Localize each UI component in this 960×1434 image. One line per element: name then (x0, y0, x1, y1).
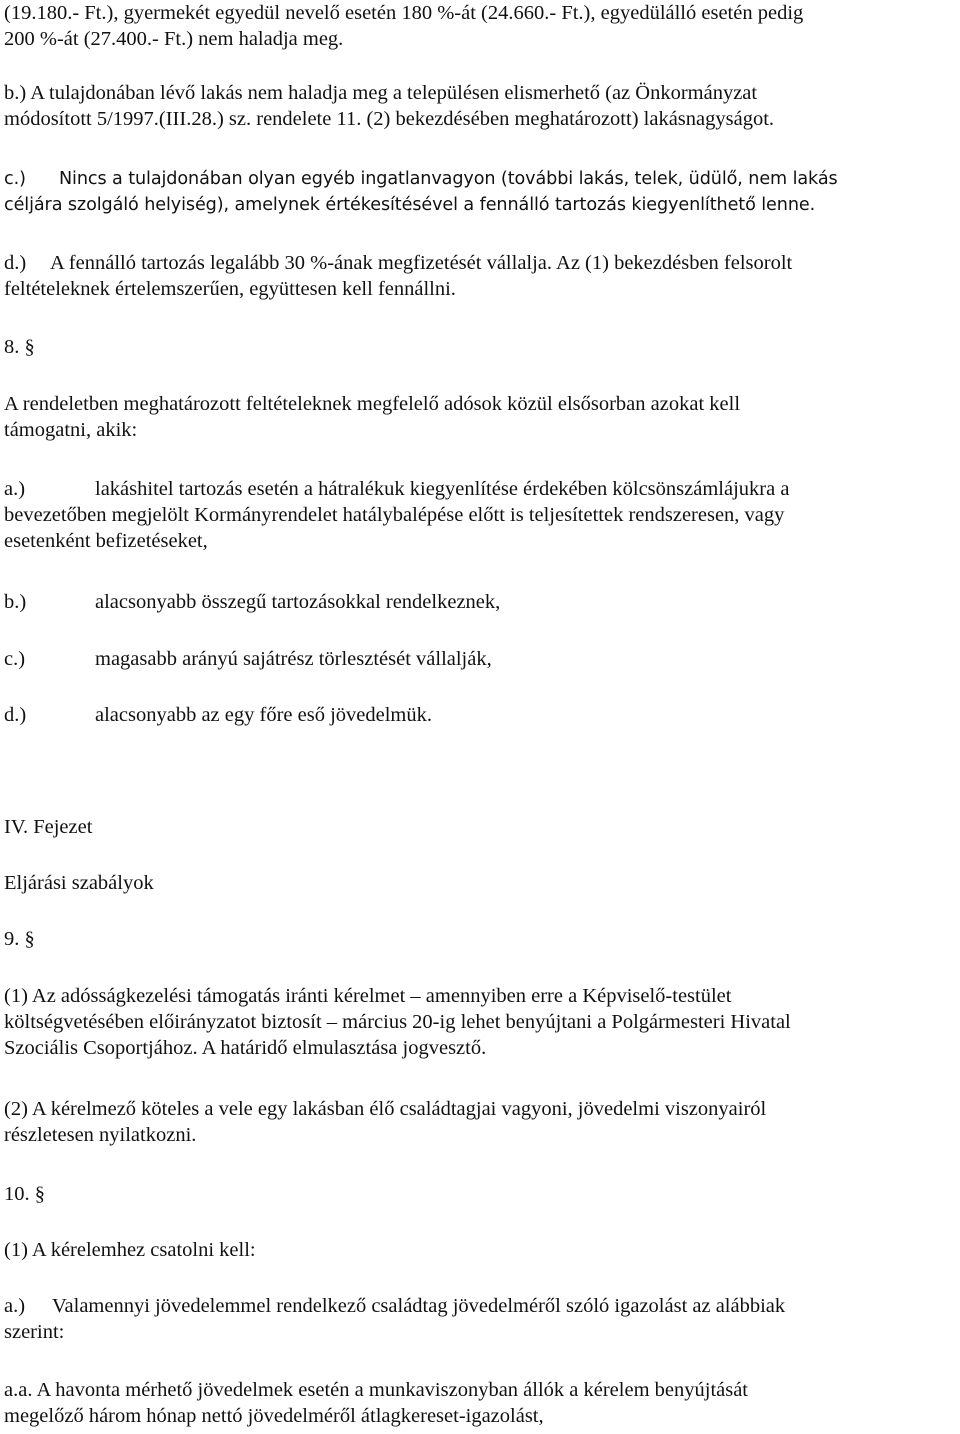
text-line: esetenként befizetéseket, (4, 530, 208, 552)
text-line: a.) Valamennyi jövedelemmel rendelkező családtag jövedelméről szóló igazolást az alábbiak (4, 1295, 786, 1317)
list-item-text: alacsonyabb összegű tartozásokkal rendelkeznek, (95, 591, 501, 613)
section-heading-8: 8. § (4, 336, 35, 358)
paragraph-c-no-other-property (4, 166, 952, 218)
list-item-text: alacsonyabb az egy főre eső jövedelmük. (95, 704, 432, 726)
list-marker: a.) (4, 1295, 26, 1317)
text-line: a.) lakáshitel tartozás esetén a hátralékuk kiegyenlítése érdekében kölcsönszámlájukra a (4, 478, 790, 500)
list-marker: d.) (4, 704, 27, 726)
text-line: A rendeletben meghatározott feltételeknek megfelelő adósok közül elsősorban azokat kell (4, 393, 741, 415)
section-sign-icon: § (24, 336, 35, 358)
list-item (4, 646, 952, 672)
text-line: megelőző három hónap nettó jövedelméről átlagkereset-igazolást, (4, 1405, 544, 1427)
section-sign-icon: § (34, 1183, 45, 1205)
text-line: c.) Nincs a tulajdonában olyan egyéb ingatlanvagyon (további lakás, telek, üdülő, nem lakás (4, 166, 952, 192)
paragraph-10-a-income-certificate (4, 1293, 952, 1345)
list-marker: b.) (4, 591, 27, 613)
chapter-heading: IV. Fejezet (4, 816, 93, 838)
text-line: céljára szolgáló helyiség), amelynek értékesítésével a fennálló tartozás kiegyenlíthető lenne. (4, 195, 816, 215)
list-item (4, 589, 952, 615)
paragraph-10-1-attachments: (1) A kérelemhez csatolni kell: (4, 1239, 256, 1261)
list-marker: c.) (4, 169, 26, 189)
paragraph-a-regular-payments (4, 476, 952, 554)
document-page (4, 0, 952, 1434)
text-line: Szociális Csoportjához. A határidő elmulasztása jogvesztő. (4, 1037, 487, 1059)
text-line: szerint: (4, 1321, 65, 1343)
paragraph-priority-debtors (4, 391, 952, 443)
text-line: módosított 5/1997.(III.28.) sz. rendelete 11. (2) bekezdésében meghatározott) lakásnagyságot. (4, 108, 775, 130)
text-line: költségvetésében előirányzatot biztosít – március 20-ig lehet benyújtani a Polgármesteri Hivatal (4, 1011, 791, 1033)
section-heading-10: 10. § (4, 1183, 45, 1205)
list-marker: a.) (4, 478, 26, 500)
text-line: bevezetőben megjelölt Kormányrendelet hatálybalépése előtt is teljesítettek rendszeresen, vagy (4, 504, 785, 526)
paragraph-b-housing-size (4, 80, 952, 132)
paragraph-9-1-application-deadline (4, 983, 952, 1061)
list-item (4, 702, 952, 728)
paragraph-10-aa-monthly-income (4, 1377, 952, 1429)
section-heading-9: 9. § (4, 928, 35, 950)
paragraph-income-limits (4, 0, 952, 52)
text-line: feltételeknek értelemszerűen, együttesen kell fennállni. (4, 278, 456, 300)
text-line: 200 %-át (27.400.- Ft.) nem haladja meg. (4, 28, 344, 50)
text-line: részletesen nyilatkozni. (4, 1124, 197, 1146)
text-line: b.) A tulajdonában lévő lakás nem haladja meg a településen elismerhető (az Önkormányzat (4, 82, 758, 104)
text-line: a.a. A havonta mérhető jövedelmek esetén a munkaviszonyban állók a kérelem benyújtását (4, 1379, 749, 1401)
text-line: d.) A fennálló tartozás legalább 30 %-ának megfizetését vállalja. Az (1) bekezdésben felsorolt (4, 252, 793, 274)
chapter-title: Eljárási szabályok (4, 872, 154, 894)
paragraph-9-2-declaration (4, 1096, 952, 1148)
text-line: (2) A kérelmező köteles a vele egy lakásban élő családtagjai vagyoni, jövedelmi viszonyairól (4, 1098, 767, 1120)
list-marker: c.) (4, 648, 26, 670)
text-line: (19.180.- Ft.), gyermekét egyedül nevelő esetén 180 %-át (24.660.- Ft.), egyedülálló esetén pedig (4, 2, 804, 24)
section-sign-icon: § (24, 928, 35, 950)
list-marker: d.) (4, 252, 27, 274)
text-line: (1) Az adósságkezelési támogatás iránti kérelmet – amennyiben erre a Képviselő-testület (4, 985, 732, 1007)
list-item-text: magasabb arányú sajátrész törlesztését vállalják, (95, 648, 492, 670)
paragraph-d-debt-payment (4, 250, 952, 302)
text-line: támogatni, akik: (4, 419, 138, 441)
